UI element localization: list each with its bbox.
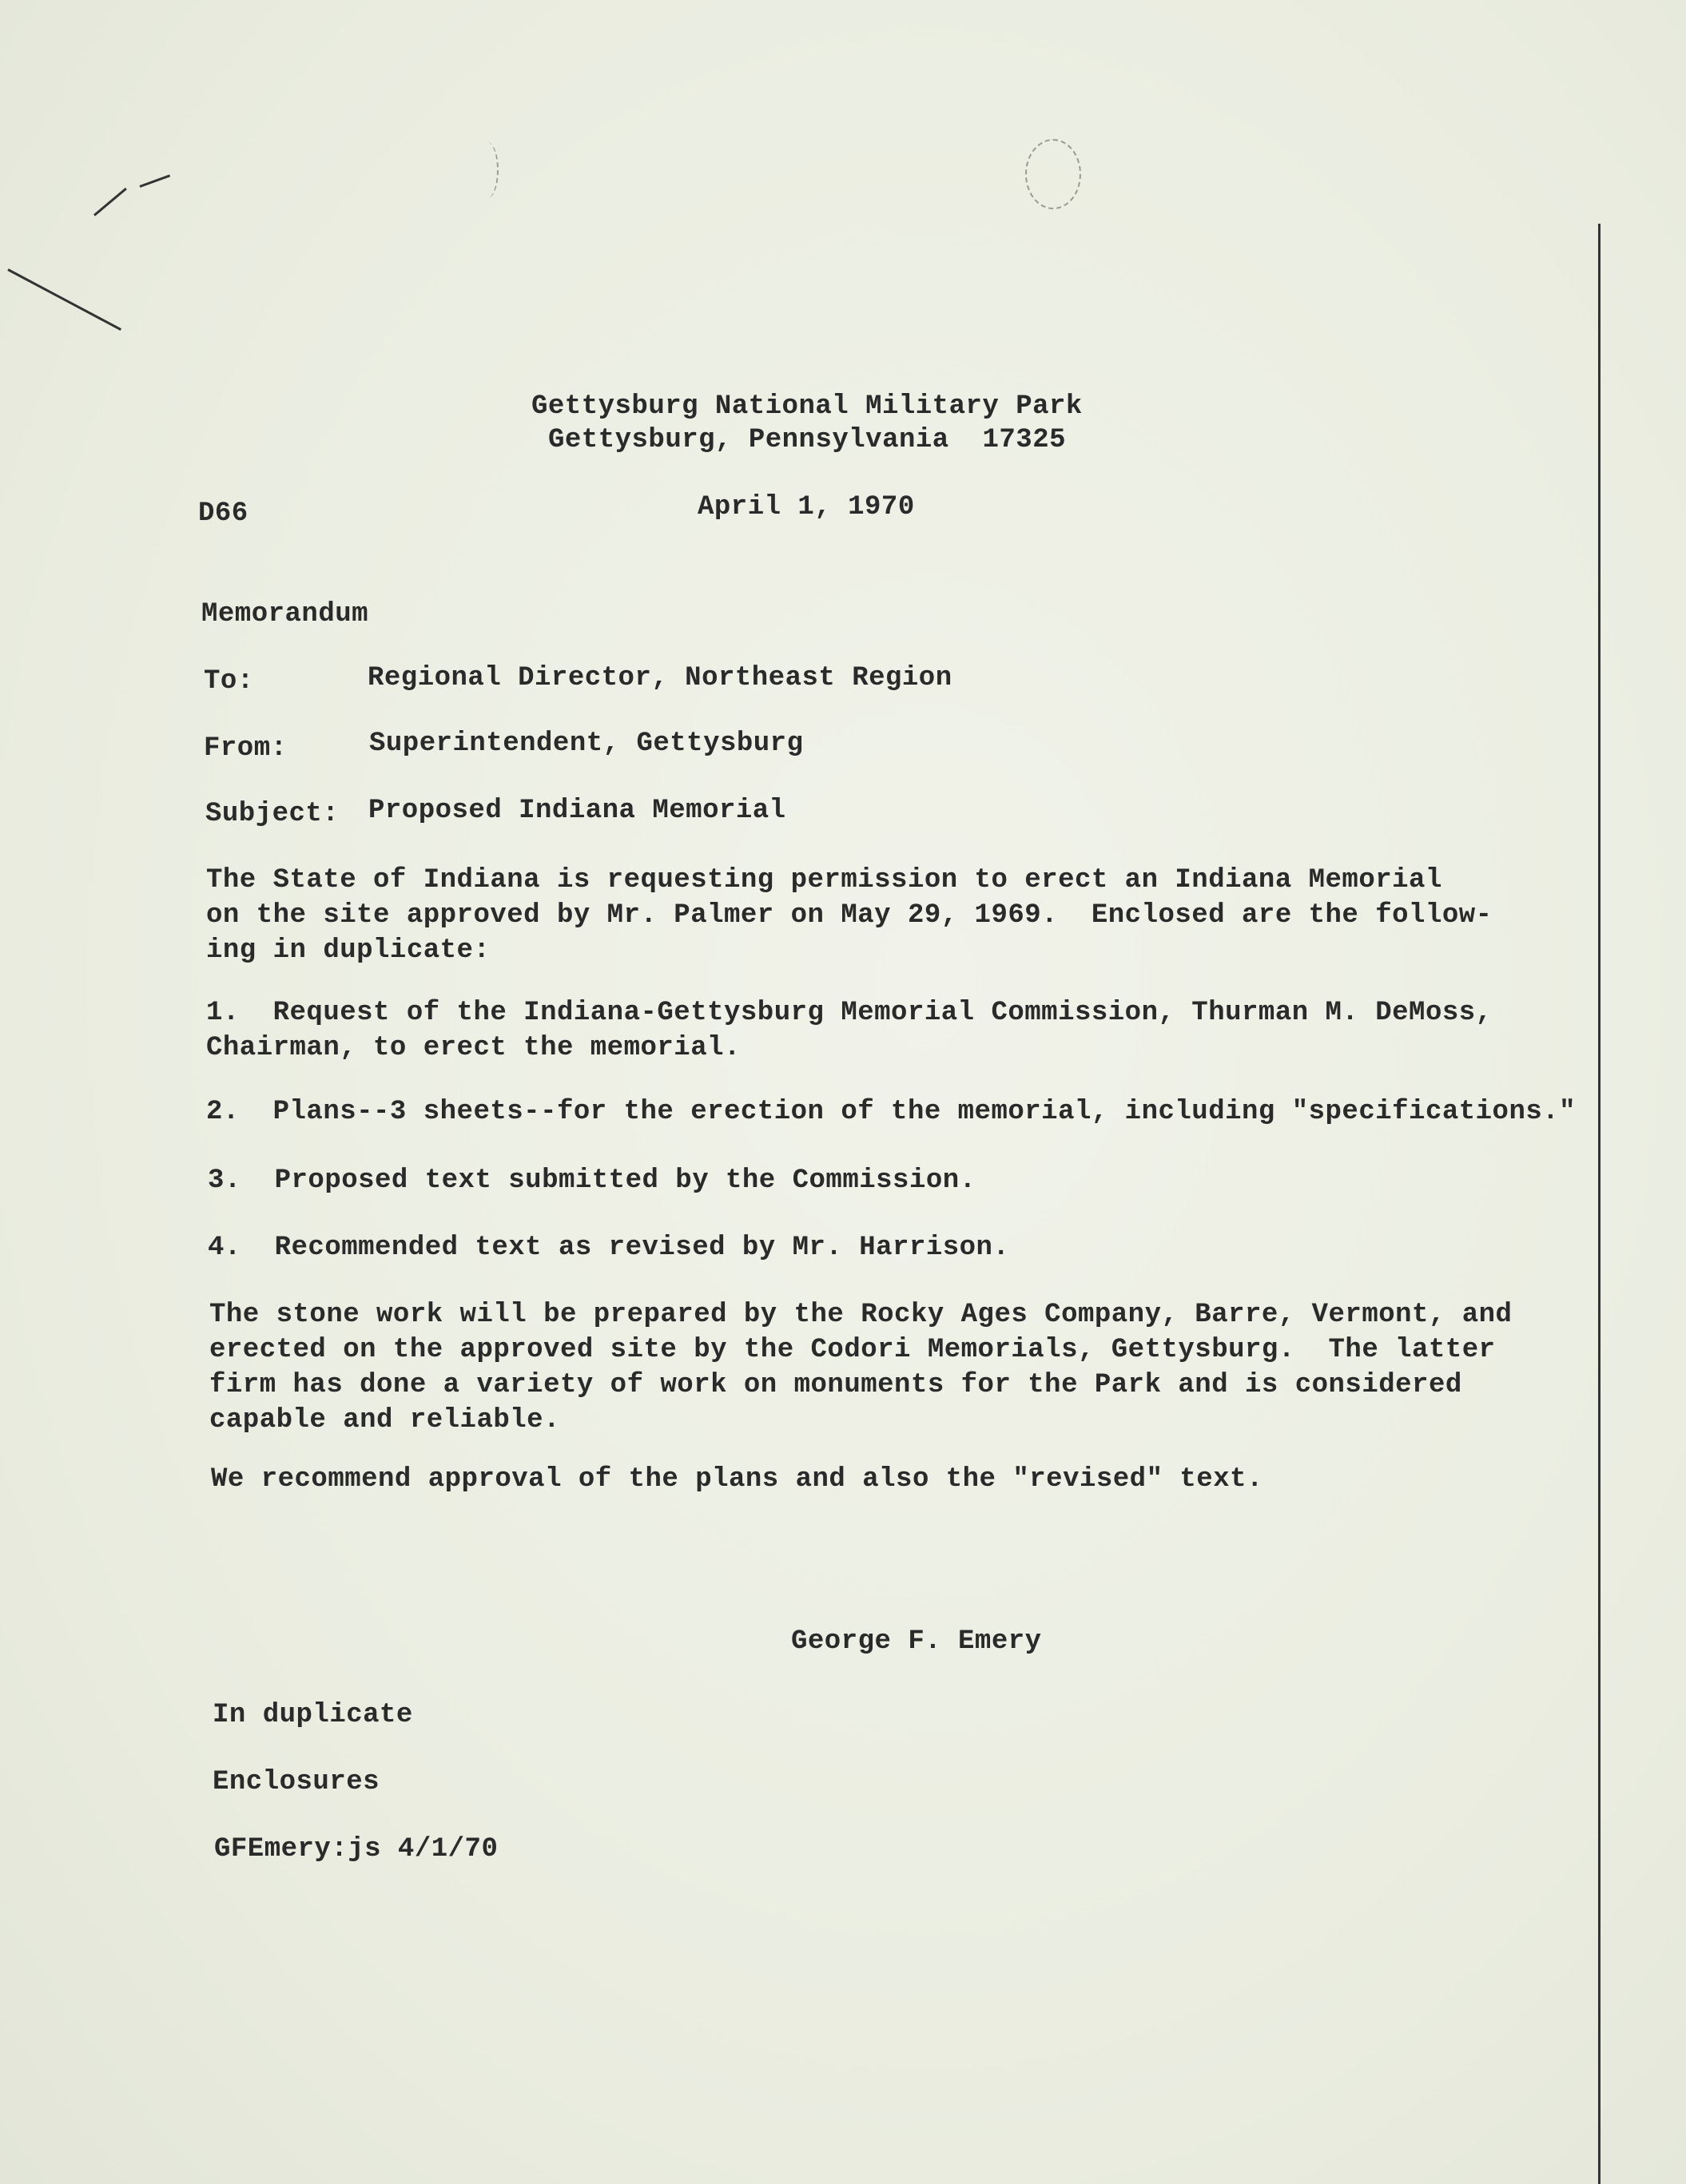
recommendation-paragraph: We recommend approval of the plans and also the "revised" text. xyxy=(211,1464,1263,1495)
signature-name: George F. Emery xyxy=(791,1626,1042,1657)
from-value: Superintendent, Gettysburg xyxy=(369,729,804,759)
page-edge-line xyxy=(1598,224,1601,2184)
footer-initials: GFEmery:js 4/1/70 xyxy=(214,1834,499,1864)
letterhead-line-1: Gettysburg National Military Park xyxy=(531,391,1083,422)
to-label: To: xyxy=(204,666,254,697)
from-label: From: xyxy=(204,733,288,764)
subject-value: Proposed Indiana Memorial xyxy=(368,796,786,826)
pen-mark-top-2 xyxy=(139,174,170,187)
enclosure-item-4: 4. Recommended text as revised by Mr. Harrison. xyxy=(208,1233,1010,1263)
footer-enclosures: Enclosures xyxy=(213,1767,380,1797)
subject-label: Subject: xyxy=(205,799,340,829)
pen-mark-top xyxy=(93,188,127,216)
footer-duplicate: In duplicate xyxy=(213,1700,413,1730)
punch-hole-right xyxy=(1025,139,1081,209)
file-code: D66 xyxy=(198,498,249,529)
intro-paragraph: The State of Indiana is requesting permission to erect an Indiana Memorial on the site approved by Mr. Palmer on May 29, 1969. Enclosed are the follow- ing in duplicate: xyxy=(206,865,1493,966)
to-value: Regional Director, Northeast Region xyxy=(368,663,952,693)
enclosure-item-1: 1. Request of the Indiana-Gettysburg Memorial Commission, Thurman M. DeMoss, Chairman, to erect the memorial. xyxy=(206,998,1493,1063)
memo-date: April 1, 1970 xyxy=(698,492,915,522)
letterhead-line-2: Gettysburg, Pennsylvania 17325 xyxy=(548,425,1067,455)
doc-type: Memorandum xyxy=(201,599,369,629)
punch-hole-left xyxy=(476,142,499,198)
enclosure-item-3: 3. Proposed text submitted by the Commission. xyxy=(208,1165,976,1196)
enclosure-item-2: 2. Plans--3 sheets--for the erection of the memorial, including "specifications." xyxy=(206,1097,1577,1127)
stone-work-paragraph: The stone work will be prepared by the Rocky Ages Company, Barre, Vermont, and erected on the approved site by the Codori Memorials, Gettysburg. The latter firm has done a variety of work on monuments for the Park and is considered capable and reliable. xyxy=(209,1300,1513,1435)
pen-mark-diagonal xyxy=(7,268,121,331)
